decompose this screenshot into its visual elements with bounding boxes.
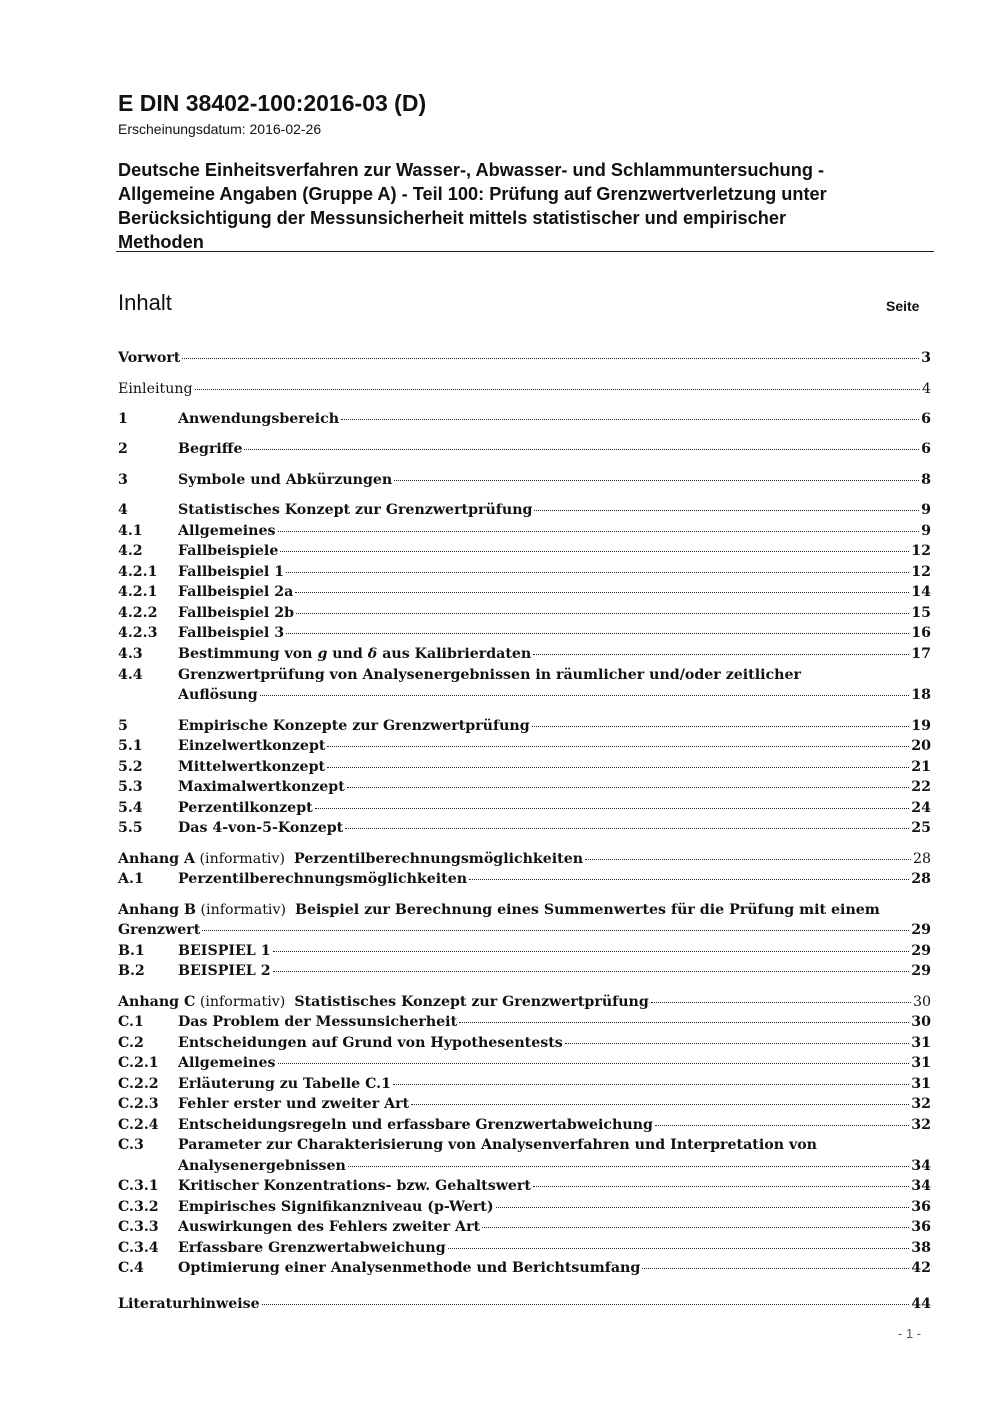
toc-entry-page: 4 bbox=[921, 381, 931, 397]
toc-entry-page: 31 bbox=[911, 1035, 931, 1051]
toc-entry-literaturhinweise[interactable] bbox=[118, 1294, 931, 1314]
toc-entry-page: 18 bbox=[911, 687, 931, 703]
toc-entry-page: 21 bbox=[911, 759, 931, 775]
toc-entry-c-3-1[interactable] bbox=[118, 1176, 931, 1196]
title-divider bbox=[116, 251, 934, 252]
toc-entry-4-2-1-2a[interactable] bbox=[118, 582, 931, 602]
toc-entry-number: 4.1 bbox=[118, 523, 143, 539]
toc-entry-page: 28 bbox=[911, 871, 931, 887]
toc-entry-text: Fallbeispiel 1 bbox=[178, 564, 285, 580]
toc-entry-text: Fallbeispiel 2b bbox=[178, 605, 295, 621]
toc-entry-3[interactable] bbox=[118, 470, 931, 490]
leader-dots bbox=[315, 808, 910, 809]
toc-entry-number: C.2.4 bbox=[118, 1117, 159, 1133]
toc-entry-anhang-a[interactable] bbox=[118, 849, 931, 869]
toc-entry-5-5[interactable] bbox=[118, 818, 931, 838]
toc-entry-number: 5 bbox=[118, 718, 128, 734]
toc-entry-number: 4.2.2 bbox=[118, 605, 158, 621]
leader-dots bbox=[655, 1125, 909, 1126]
toc-entry-4-4-cont[interactable] bbox=[118, 685, 931, 705]
toc-entry-text bbox=[118, 849, 583, 869]
leader-dots bbox=[262, 1304, 910, 1305]
page-number: - 1 - bbox=[898, 1326, 922, 1341]
toc-entry-text: Statistisches Konzept zur Grenzwertprüfung bbox=[178, 502, 533, 518]
leader-dots bbox=[260, 695, 910, 696]
toc-entry-c-3-4[interactable] bbox=[118, 1238, 931, 1258]
toc-entry-number: 4.2.1 bbox=[118, 584, 158, 600]
toc-entry-text: Empirisches Signifikanzniveau (p-Wert) bbox=[178, 1199, 494, 1215]
toc-entry-page: 12 bbox=[911, 564, 931, 580]
symbol-g: g bbox=[317, 646, 328, 662]
leader-dots bbox=[448, 1248, 910, 1249]
leader-dots bbox=[295, 592, 909, 593]
toc-entry-number: 4.2 bbox=[118, 543, 143, 559]
toc-entry-text: Erfassbare Grenzwertabweichung bbox=[178, 1240, 446, 1256]
leader-dots bbox=[347, 787, 909, 788]
toc-entry-text: Einleitung bbox=[118, 381, 193, 397]
toc-entry-number: 2 bbox=[118, 441, 128, 457]
toc-entry-number: 4 bbox=[118, 502, 128, 518]
toc-entry-vorwort[interactable] bbox=[118, 348, 931, 368]
toc-entry-text bbox=[118, 992, 649, 1012]
annex-note: (informativ) bbox=[195, 994, 295, 1010]
toc-entry-4-2-1[interactable] bbox=[118, 562, 931, 582]
leader-dots bbox=[341, 419, 919, 420]
leader-dots bbox=[244, 449, 919, 450]
toc-entry-5[interactable] bbox=[118, 716, 931, 736]
toc-entry-text: Auswirkungen des Fehlers zweiter Art bbox=[178, 1219, 481, 1235]
toc-entry-number: A.1 bbox=[118, 871, 144, 887]
toc-entry-page: 29 bbox=[911, 922, 931, 938]
leader-dots bbox=[534, 510, 919, 511]
toc-entry-page: 3 bbox=[921, 350, 931, 366]
toc-entry-number: B.1 bbox=[118, 943, 145, 959]
toc-entry-c-3-3[interactable] bbox=[118, 1217, 931, 1237]
document-title bbox=[118, 158, 938, 254]
toc-entry-page: 32 bbox=[911, 1096, 931, 1112]
toc-entry-c-2-3[interactable] bbox=[118, 1094, 931, 1114]
leader-dots bbox=[273, 951, 910, 952]
annex-label: Anhang A bbox=[118, 851, 196, 867]
toc-entry-page: 28 bbox=[912, 851, 931, 867]
toc-entry-page: 22 bbox=[911, 779, 931, 795]
leader-dots bbox=[202, 930, 909, 931]
toc-entry-2[interactable] bbox=[118, 439, 931, 459]
toc-entry-page: 15 bbox=[911, 605, 931, 621]
toc-entry-c-2-4[interactable] bbox=[118, 1115, 931, 1135]
toc-entry-text: Perzentilkonzept bbox=[178, 800, 313, 816]
toc-entry-number: C.1 bbox=[118, 1014, 144, 1030]
leader-dots bbox=[182, 358, 919, 359]
toc-entry-number: 3 bbox=[118, 472, 128, 488]
toc-entry-anhang-b[interactable] bbox=[118, 900, 931, 920]
toc-entry-text: Einzelwertkonzept bbox=[178, 738, 326, 754]
toc-entry-number: C.3.2 bbox=[118, 1199, 159, 1215]
title-line: Methoden bbox=[118, 232, 204, 252]
title-line: Allgemeine Angaben (Gruppe A) - Teil 100: Prüfung auf Grenzwertverletzung unter bbox=[118, 184, 827, 204]
toc-entry-c-3-cont[interactable] bbox=[118, 1156, 931, 1176]
toc-entry-number: 5.3 bbox=[118, 779, 143, 795]
leader-dots bbox=[565, 1043, 910, 1044]
toc-entry-page: 30 bbox=[911, 1014, 931, 1030]
toc-entry-page: 32 bbox=[911, 1117, 931, 1133]
leader-dots bbox=[286, 633, 909, 634]
toc-entry-number: C.4 bbox=[118, 1260, 144, 1276]
toc-entry-page: 6 bbox=[921, 411, 931, 427]
title-line: Berücksichtigung der Messunsicherheit mittels statistischer und empirischer bbox=[118, 208, 787, 228]
toc-entry-page: 34 bbox=[911, 1178, 931, 1194]
annex-note: (informativ) bbox=[196, 902, 296, 918]
toc-entry-number: 4.4 bbox=[118, 667, 143, 683]
toc-entry-text bbox=[178, 644, 531, 664]
annex-label: Anhang C bbox=[118, 994, 196, 1010]
leader-dots bbox=[459, 1022, 909, 1023]
leader-dots bbox=[280, 551, 909, 552]
toc-entry-page: 12 bbox=[911, 543, 931, 559]
leader-dots bbox=[533, 654, 909, 655]
toc-entry-5-2[interactable] bbox=[118, 757, 931, 777]
toc-entry-text: Grenzwertprüfung von Analysenergebnissen in räumlicher und/oder zeitlicher bbox=[178, 667, 801, 683]
toc-entry-page: 9 bbox=[921, 523, 931, 539]
toc-entry-text: Fallbeispiele bbox=[178, 543, 279, 559]
toc-entry-page: 25 bbox=[911, 820, 931, 836]
leader-dots bbox=[496, 1207, 910, 1208]
toc-entry-page: 8 bbox=[921, 472, 931, 488]
publication-date: Erscheinungsdatum: 2016-02-26 bbox=[118, 121, 322, 137]
toc-entry-c-2[interactable] bbox=[118, 1033, 931, 1053]
toc-entry-page: 16 bbox=[911, 625, 931, 641]
toc-entry-a-1[interactable] bbox=[118, 869, 931, 889]
toc-entry-text: Das 4-von-5-Konzept bbox=[178, 820, 344, 836]
toc-entry-text: Symbole und Abkürzungen bbox=[178, 472, 393, 488]
leader-dots bbox=[533, 1186, 909, 1187]
toc-entry-4-4[interactable] bbox=[118, 665, 931, 685]
toc-entry-number: 1 bbox=[118, 411, 128, 427]
toc-entry-number: 5.5 bbox=[118, 820, 143, 836]
toc-entry-text: Grenzwert bbox=[118, 922, 201, 938]
toc-text-part: Bestimmung von bbox=[178, 646, 318, 662]
toc-entry-text: Anwendungsbereich bbox=[178, 411, 340, 427]
toc-entry-text: Fallbeispiel 2a bbox=[178, 584, 294, 600]
toc-entry-c-3-2[interactable] bbox=[118, 1197, 931, 1217]
toc-entry-number: C.3.1 bbox=[118, 1178, 159, 1194]
toc-entry-b-1[interactable] bbox=[118, 941, 931, 961]
leader-dots bbox=[482, 1227, 909, 1228]
toc-entry-page: 19 bbox=[911, 718, 931, 734]
toc-entry-text: Parameter zur Charakterisierung von Analysenverfahren und Interpretation von bbox=[178, 1137, 817, 1153]
toc-entry-5-1[interactable] bbox=[118, 736, 931, 756]
leader-dots bbox=[394, 480, 919, 481]
toc-entry-text: Allgemeines bbox=[178, 1055, 276, 1071]
toc-entry-page: 9 bbox=[921, 502, 931, 518]
toc-entry-page: 20 bbox=[911, 738, 931, 754]
toc-entry-number: C.3 bbox=[118, 1137, 144, 1153]
toc-entry-number: 5.1 bbox=[118, 738, 143, 754]
leader-dots bbox=[345, 828, 909, 829]
annex-title: Perzentilberechnungsmöglichkeiten bbox=[294, 851, 584, 867]
annex-title: Beispiel zur Berechnung eines Summenwertes für die Prüfung mit einem bbox=[295, 902, 880, 918]
toc-entry-number: C.3.3 bbox=[118, 1219, 159, 1235]
toc-entry-1[interactable] bbox=[118, 409, 931, 429]
leader-dots bbox=[411, 1104, 909, 1105]
toc-entry-text: Vorwort bbox=[118, 350, 181, 366]
toc-entry-text: Maximalwertkonzept bbox=[178, 779, 345, 795]
toc-entry-page: 29 bbox=[911, 963, 931, 979]
title-line: Deutsche Einheitsverfahren zur Wasser-, Abwasser- und Schlammuntersuchung - bbox=[118, 160, 825, 180]
toc-heading: Inhalt bbox=[118, 290, 172, 315]
toc-entry-page: 38 bbox=[911, 1240, 931, 1256]
toc-entry-page: 24 bbox=[911, 800, 931, 816]
leader-dots bbox=[651, 1002, 911, 1003]
toc-entry-page: 30 bbox=[912, 994, 931, 1010]
toc-entry-page: 14 bbox=[911, 584, 931, 600]
leader-dots bbox=[532, 726, 910, 727]
toc-entry-number: 4.3 bbox=[118, 646, 143, 662]
toc-entry-number: C.2 bbox=[118, 1035, 144, 1051]
toc-entry-text: BEISPIEL 2 bbox=[178, 963, 271, 979]
toc-entry-text: Entscheidungsregeln und erfassbare Grenzwertabweichung bbox=[178, 1117, 653, 1133]
annex-label: Anhang B bbox=[118, 902, 196, 918]
toc-entry-text: Fehler erster und zweiter Art bbox=[178, 1096, 410, 1112]
toc-entry-b-2[interactable] bbox=[118, 961, 931, 981]
leader-dots bbox=[278, 531, 920, 532]
toc-entry-5-4[interactable] bbox=[118, 798, 931, 818]
leader-dots bbox=[273, 971, 910, 972]
toc-entry-page: 31 bbox=[911, 1055, 931, 1071]
toc-entry-text: Das Problem der Messunsicherheit bbox=[178, 1014, 458, 1030]
toc-entry-number: C.3.4 bbox=[118, 1240, 159, 1256]
page-column-heading: Seite bbox=[886, 298, 920, 314]
toc-entry-5-3[interactable] bbox=[118, 777, 931, 797]
toc-entry-4-3[interactable] bbox=[118, 644, 931, 664]
leader-dots bbox=[393, 1084, 909, 1085]
toc-entry-number: C.2.1 bbox=[118, 1055, 159, 1071]
toc-text-part: aus Kalibrierdaten bbox=[377, 646, 532, 662]
toc-entry-4-2-3[interactable] bbox=[118, 623, 931, 643]
toc-entry-number: 5.4 bbox=[118, 800, 143, 816]
leader-dots bbox=[327, 767, 909, 768]
toc-entry-text bbox=[118, 900, 880, 920]
toc-entry-number: C.2.3 bbox=[118, 1096, 159, 1112]
toc-entry-c-1[interactable] bbox=[118, 1012, 931, 1032]
toc-entry-anhang-b-cont[interactable] bbox=[118, 920, 931, 940]
toc-entry-text: Perzentilberechnungsmöglichkeiten bbox=[178, 871, 468, 887]
toc-entry-text: Entscheidungen auf Grund von Hypothesentests bbox=[178, 1035, 563, 1051]
toc-entry-number: 5.2 bbox=[118, 759, 143, 775]
symbol-delta: δ bbox=[367, 646, 378, 662]
annex-title: Statistisches Konzept zur Grenzwertprüfung bbox=[294, 994, 649, 1010]
toc-entry-page: 36 bbox=[911, 1219, 931, 1235]
annex-note: (informativ) bbox=[195, 851, 295, 867]
toc-entry-text: Fallbeispiel 3 bbox=[178, 625, 285, 641]
toc-entry-text: Kritischer Konzentrations- bzw. Gehaltswert bbox=[178, 1178, 531, 1194]
toc-entry-text: Allgemeines bbox=[178, 523, 276, 539]
toc-entry-text: Auflösung bbox=[178, 687, 258, 703]
toc-entry-page: 34 bbox=[911, 1158, 931, 1174]
leader-dots bbox=[278, 1063, 910, 1064]
leader-dots bbox=[348, 1166, 909, 1167]
toc-entry-c-4[interactable] bbox=[118, 1258, 931, 1278]
toc-text-part: und bbox=[327, 646, 368, 662]
leader-dots bbox=[296, 613, 909, 614]
toc-entry-text: Analysenergebnissen bbox=[178, 1158, 346, 1174]
toc-entry-number: C.2.2 bbox=[118, 1076, 159, 1092]
toc-entry-4[interactable] bbox=[118, 500, 931, 520]
toc-entry-page: 17 bbox=[911, 646, 931, 662]
toc-entry-text: Empirische Konzepte zur Grenzwertprüfung bbox=[178, 718, 530, 734]
toc-entry-text: Begriffe bbox=[178, 441, 243, 457]
toc-entry-4-2[interactable] bbox=[118, 541, 931, 561]
toc-entry-einleitung[interactable] bbox=[118, 379, 931, 399]
toc-entry-page: 29 bbox=[911, 943, 931, 959]
document-id: E DIN 38402-100:2016-03 (D) bbox=[118, 90, 427, 116]
toc-entry-c-2-1[interactable] bbox=[118, 1053, 931, 1073]
toc-entry-4-1[interactable] bbox=[118, 521, 931, 541]
leader-dots bbox=[469, 879, 909, 880]
toc-entry-c-2-2[interactable] bbox=[118, 1074, 931, 1094]
leader-dots bbox=[642, 1268, 909, 1269]
leader-dots bbox=[195, 389, 920, 390]
toc-entry-text: Erläuterung zu Tabelle C.1 bbox=[178, 1076, 391, 1092]
toc-entry-page: 42 bbox=[911, 1260, 931, 1276]
leader-dots bbox=[286, 572, 909, 573]
toc-entry-number: B.2 bbox=[118, 963, 145, 979]
leader-dots bbox=[327, 746, 909, 747]
leader-dots bbox=[585, 859, 911, 860]
toc-entry-number: 4.2.3 bbox=[118, 625, 158, 641]
toc-entry-page: 6 bbox=[921, 441, 931, 457]
toc-entry-text: Optimierung einer Analysenmethode und Berichtsumfang bbox=[178, 1260, 641, 1276]
toc-entry-page: 44 bbox=[911, 1296, 931, 1312]
toc-entry-anhang-c[interactable] bbox=[118, 992, 931, 1012]
toc-entry-text: Mittelwertkonzept bbox=[178, 759, 326, 775]
toc-entry-page: 36 bbox=[911, 1199, 931, 1215]
toc-entry-number: 4.2.1 bbox=[118, 564, 158, 580]
toc-entry-page: 31 bbox=[911, 1076, 931, 1092]
toc-entry-text: BEISPIEL 1 bbox=[178, 943, 271, 959]
toc-entry-4-2-2[interactable] bbox=[118, 603, 931, 623]
toc-entry-text: Literaturhinweise bbox=[118, 1296, 260, 1312]
toc-entry-c-3[interactable] bbox=[118, 1135, 931, 1155]
